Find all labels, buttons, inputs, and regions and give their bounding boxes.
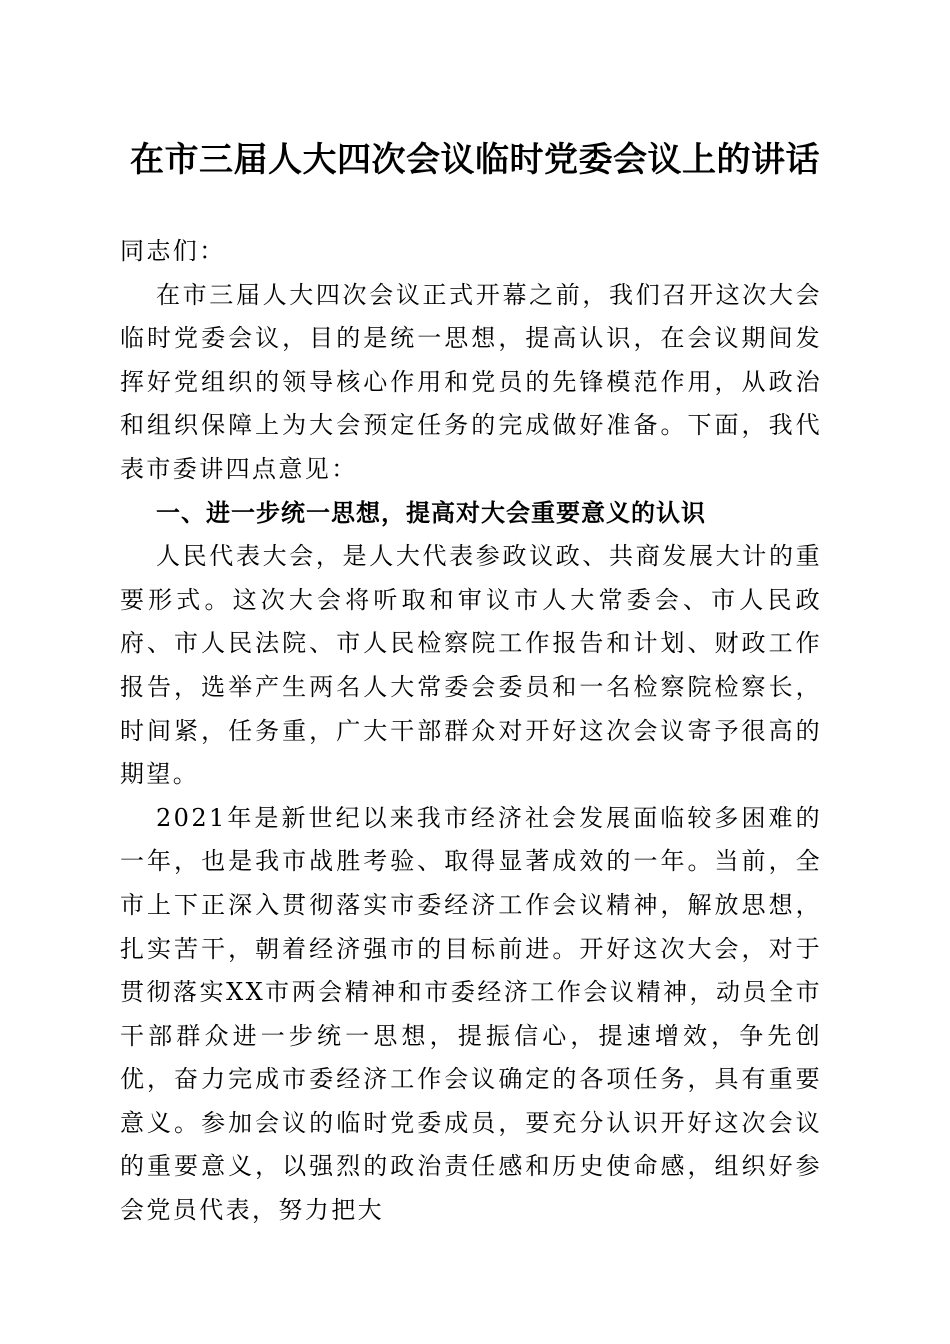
- section-1-paragraph-1: 人民代表大会，是人大代表参政议政、共商发展大计的重要形式。这次大会将听取和审议市人大常委会、市人民政府、市人民法院、市人民检察院工作报告和计划、财政工作报告，选举产生两名人大常委会委员和一名检察院检察长，时间紧，任务重，广大干部群众对开好这次会议寄予很高的期望。: [120, 542, 822, 789]
- intro-paragraph: 在市三届人大四次会议正式开幕之前，我们召开这次大会临时党委会议，目的是统一思想，提高认识，在会议期间发挥好党组织的领导核心作用和党员的先锋模范作用，从政治和组织保障上为大会预定任务的完成做好准备。下面，我代表市委讲四点意见：: [120, 280, 822, 483]
- section-1-paragraph-2: 2021年是新世纪以来我市经济社会发展面临较多困难的一年，也是我市战胜考验、取得显著成效的一年。当前，全市上下正深入贯彻落实市委经济工作会议精神，解放思想，扎实苦干，朝着经济强市的目标前进。开好这次大会，对于贯彻落实XX市两会精神和市委经济工作会议精神，动员全市干部群众进一步统一思想，提振信心，提速增效，争先创优，奋力完成市委经济工作会议确定的各项任务，具有重要意义。参加会议的临时党委成员，要充分认识开好这次会议的重要意义，以强烈的政治责任感和历史使命感，组织好参会党员代表，努力把大: [120, 803, 822, 1225]
- document-body: [120, 230, 822, 1233]
- salutation: 同志们：: [120, 237, 226, 265]
- document-title: 在市三届人大四次会议临时党委会议上的讲话: [130, 140, 820, 180]
- section-heading-1: 一、进一步统一思想，提高对大会重要意义的认识: [156, 498, 706, 527]
